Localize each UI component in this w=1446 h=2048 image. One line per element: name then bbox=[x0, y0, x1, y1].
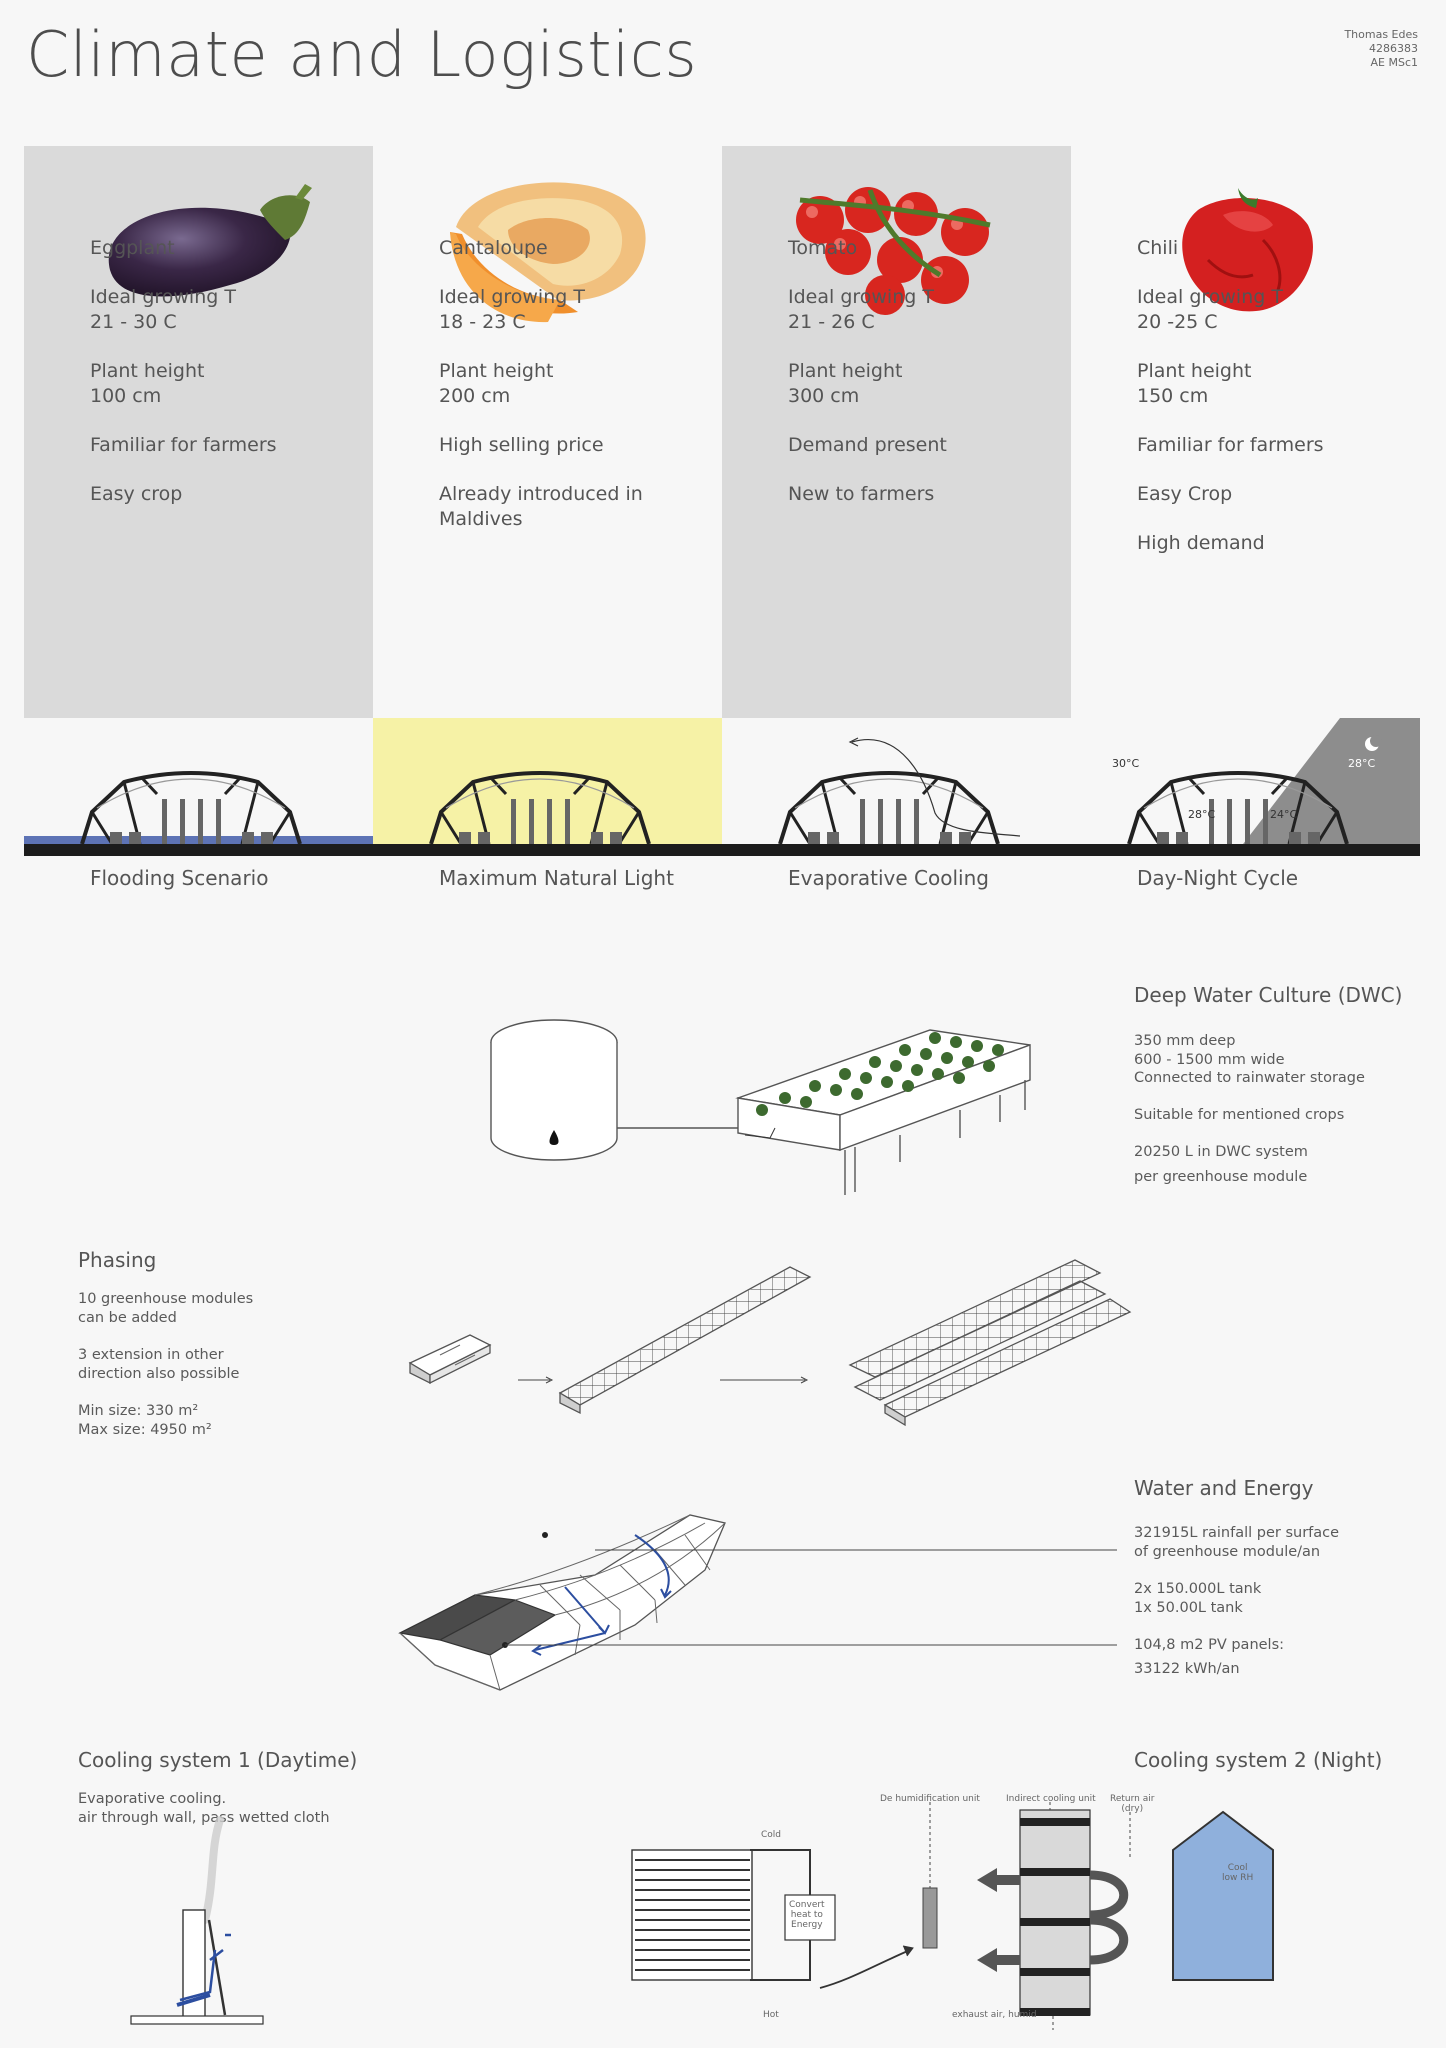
energy-output: 33122 kWh/an bbox=[1134, 1661, 1240, 1677]
hot-label: Hot bbox=[763, 2010, 779, 2020]
water-energy-diagram bbox=[395, 1515, 1135, 1705]
crop-name: Chili bbox=[1137, 237, 1179, 259]
author-id: 4286383 bbox=[1369, 42, 1418, 55]
author-program: AE MSc1 bbox=[1370, 56, 1418, 69]
crop-info-tomato bbox=[788, 236, 947, 531]
crop-temperature: Ideal growing T 21 - 30 C bbox=[90, 286, 236, 333]
author-block bbox=[1344, 28, 1418, 70]
crop-name: Tomato bbox=[788, 237, 858, 259]
crop-temperature: Ideal growing T 21 - 26 C bbox=[788, 286, 934, 333]
scenario-label: Maximum Natural Light bbox=[439, 866, 674, 890]
crop-note: High demand bbox=[1137, 532, 1265, 554]
scenario-label: Day-Night Cycle bbox=[1137, 866, 1299, 890]
crop-info-eggplant bbox=[90, 236, 277, 531]
cooling2-diagram bbox=[625, 1790, 1305, 2030]
crop-temperature: Ideal growing T 18 - 23 C bbox=[439, 286, 585, 333]
rainfall-info: 321915L rainfall per surface of greenhouse module/an bbox=[1134, 1525, 1340, 1560]
cool-room-label: Cool low RH bbox=[1222, 1863, 1254, 1883]
crop-info-chili bbox=[1137, 236, 1324, 580]
cooling1-title: Cooling system 1 (Daytime) bbox=[78, 1748, 358, 1772]
crop-note: Demand present bbox=[788, 434, 947, 456]
crop-note: Familiar for farmers bbox=[90, 434, 277, 456]
exhaust-air-label: exhaust air, humid bbox=[952, 2010, 1037, 2020]
dwc-suitability: Suitable for mentioned crops bbox=[1134, 1107, 1345, 1123]
crop-height: Plant height 100 cm bbox=[90, 360, 205, 407]
crop-note: Already introduced in Maldives bbox=[439, 483, 643, 530]
scenario-label: Flooding Scenario bbox=[90, 866, 269, 890]
phasing-extension: 3 extension in other direction also possible bbox=[78, 1347, 240, 1382]
crop-note: Easy Crop bbox=[1137, 483, 1233, 505]
crop-note: New to farmers bbox=[788, 483, 935, 505]
temp-inside-night: 24°C bbox=[1270, 808, 1298, 821]
crop-height: Plant height 300 cm bbox=[788, 360, 903, 407]
phasing-size: Min size: 330 m² Max size: 4950 m² bbox=[78, 1403, 212, 1438]
crop-height: Plant height 200 cm bbox=[439, 360, 554, 407]
return-air-label: Return air (dry) bbox=[1110, 1794, 1155, 1814]
dwc-diagram bbox=[480, 1000, 1040, 1210]
crop-note: Familiar for farmers bbox=[1137, 434, 1324, 456]
tank-info: 2x 150.000L tank 1x 50.00L tank bbox=[1134, 1581, 1262, 1616]
scenario-strip bbox=[0, 718, 1446, 858]
temp-outside-day: 30°C bbox=[1112, 757, 1140, 770]
dwc-volume: 20250 L in DWC system bbox=[1134, 1144, 1308, 1160]
phasing-title: Phasing bbox=[78, 1248, 157, 1272]
author-name: Thomas Edes bbox=[1344, 28, 1418, 41]
crop-note: High selling price bbox=[439, 434, 604, 456]
dwc-volume-unit: per greenhouse module bbox=[1134, 1169, 1308, 1185]
water-energy-title: Water and Energy bbox=[1134, 1476, 1314, 1500]
phasing-diagram bbox=[400, 1265, 1140, 1440]
dwc-specs: 350 mm deep 600 - 1500 mm wide Connected to rainwater storage bbox=[1134, 1033, 1365, 1086]
crop-name: Eggplant bbox=[90, 237, 175, 259]
page-title: Climate and Logistics bbox=[26, 18, 698, 91]
cooling2-title: Cooling system 2 (Night) bbox=[1134, 1748, 1383, 1772]
cooling1-diagram bbox=[125, 1810, 275, 2030]
crop-note: Easy crop bbox=[90, 483, 183, 505]
crop-name: Cantaloupe bbox=[439, 237, 548, 259]
indirect-cooling-label: Indirect cooling unit bbox=[1006, 1794, 1096, 1804]
phasing-modules: 10 greenhouse modules can be added bbox=[78, 1291, 254, 1326]
dwc-title: Deep Water Culture (DWC) bbox=[1134, 983, 1403, 1007]
cold-label: Cold bbox=[761, 1830, 782, 1840]
dehumidification-label: De humidification unit bbox=[880, 1794, 980, 1804]
crop-height: Plant height 150 cm bbox=[1137, 360, 1252, 407]
convert-energy-label: Convert heat to Energy bbox=[789, 1900, 825, 1930]
temp-inside-day: 28°C bbox=[1188, 808, 1216, 821]
scenario-label: Evaporative Cooling bbox=[788, 866, 989, 890]
crop-info-cantaloupe bbox=[439, 236, 643, 556]
crop-temperature: Ideal growing T 20 -25 C bbox=[1137, 286, 1283, 333]
pv-panel-info: 104,8 m2 PV panels: bbox=[1134, 1637, 1285, 1653]
cooling1-description: Evaporative cooling. air through wall, pass wetted cloth bbox=[78, 1791, 330, 1826]
temp-outside-night: 28°C bbox=[1348, 757, 1376, 770]
